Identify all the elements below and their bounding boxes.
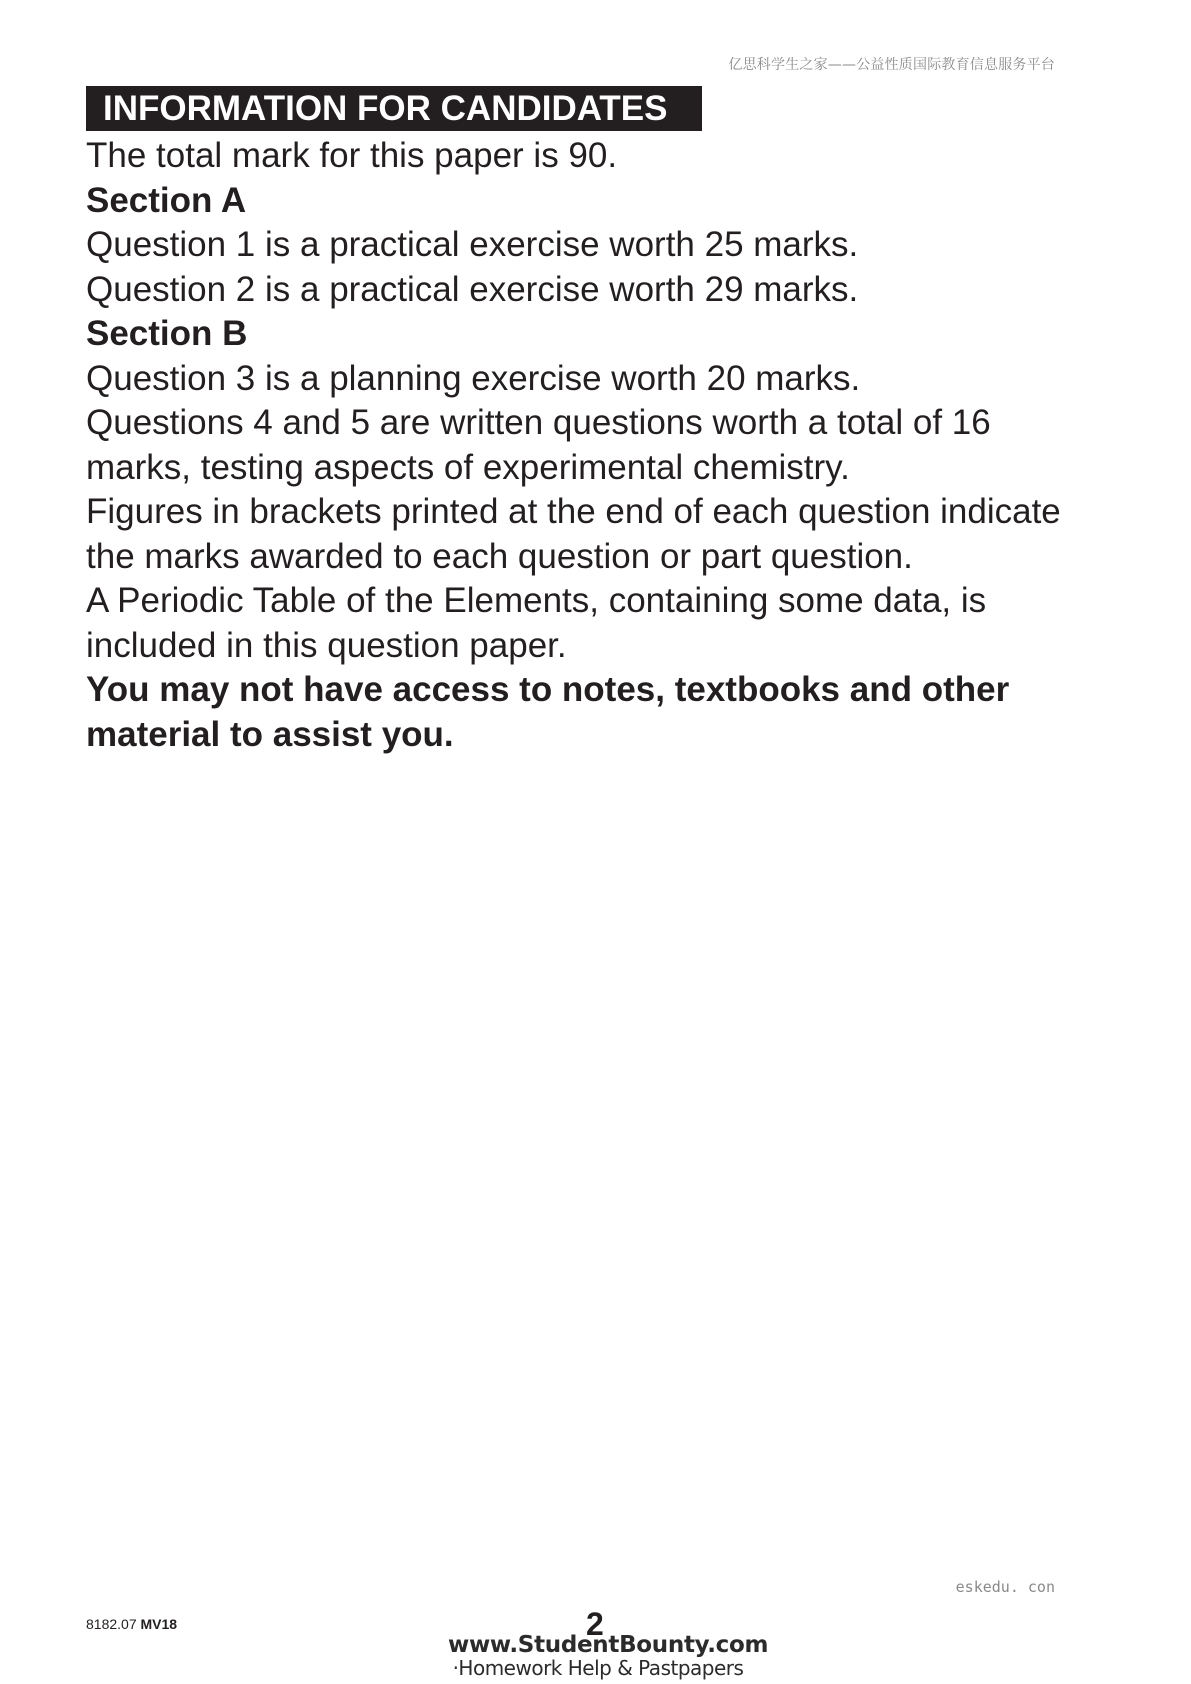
info-line: Question 1 is a practical exercise worth 25 marks. [86,225,859,264]
info-line: Question 2 is a practical exercise worth 29 marks. [86,269,859,309]
info-line: You may not have access to notes, textbooks and other [86,670,1010,709]
paper-code [86,1616,177,1632]
info-line: Figures in brackets printed at the end of each question indicate [86,492,1061,531]
information-section [86,86,1126,757]
watermark-bottom: eskedu. con [955,1578,1055,1596]
info-line: Question 3 is a planning exercise worth 20 marks. [86,358,861,398]
info-line: marks, testing aspects of experimental chemistry. [86,447,850,487]
info-line: the marks awarded to each question or part question. [86,536,913,576]
paper-code-number: 8182.07 [86,1616,137,1632]
studentbounty-logo [448,1632,769,1680]
info-line: Section A [86,180,247,220]
paper-version: MV18 [140,1616,178,1632]
info-line: included in this question paper. [86,625,567,665]
info-line: material to assist you. [86,714,454,754]
logo-url: www.StudentBounty.com [448,1632,769,1658]
information-lines [86,134,1126,757]
info-line: The total mark for this paper is 90. [86,136,618,175]
watermark-top: 亿思科学生之家——公益性质国际教育信息服务平台 [728,57,1055,73]
logo-tagline: ·Homework Help & Pastpapers [452,1656,744,1680]
info-line: Section B [86,314,248,353]
page-number: 2 [586,1606,604,1642]
section-heading: INFORMATION FOR CANDIDATES [86,86,702,131]
info-line: A Periodic Table of the Elements, containing some data, is [86,581,987,620]
info-line: Questions 4 and 5 are written questions worth a total of 16 [86,403,991,442]
